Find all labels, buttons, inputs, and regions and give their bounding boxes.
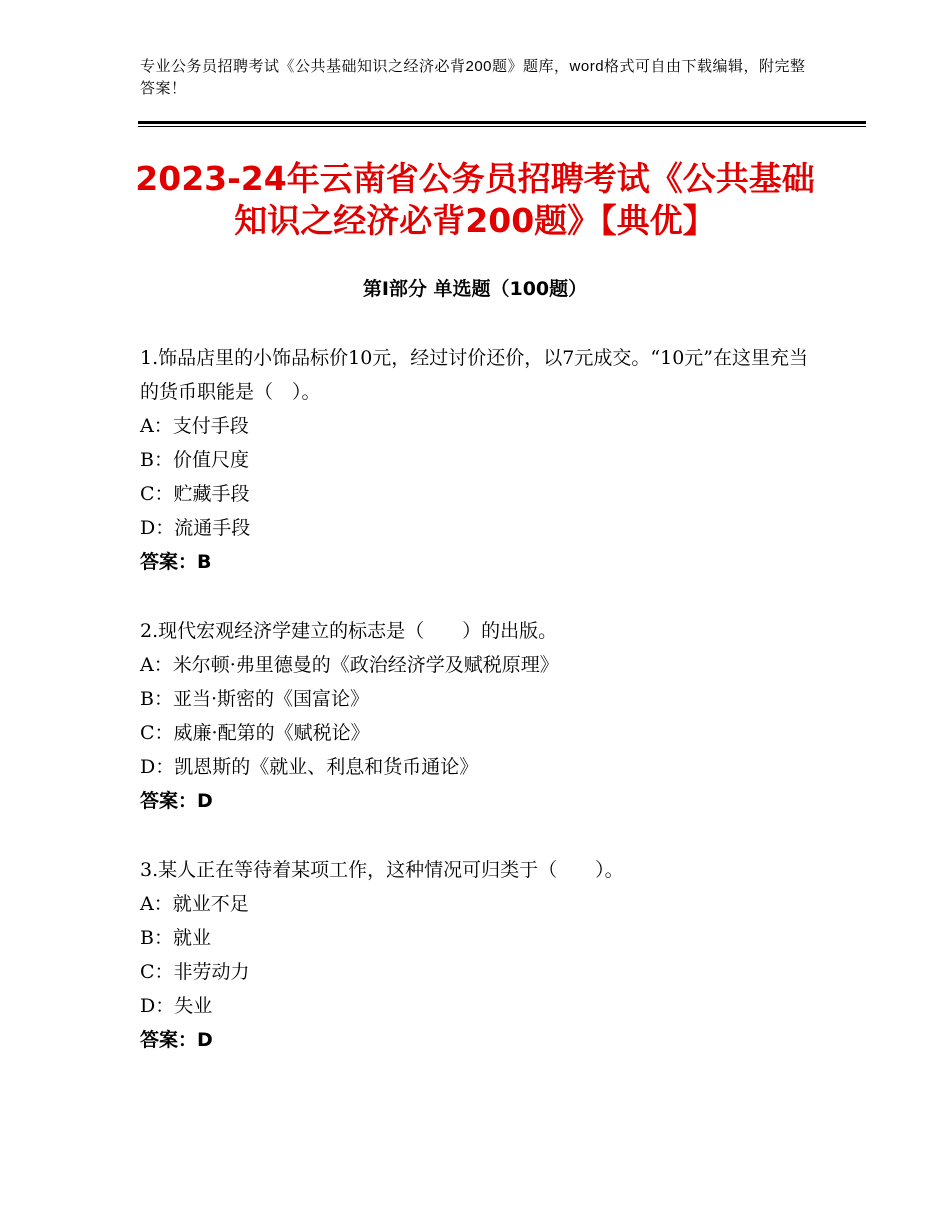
option-b: B：就业	[140, 927, 211, 949]
option-d: D：凯恩斯的《就业、利息和货币通论》	[140, 756, 479, 778]
header-note: 专业公务员招聘考试《公共基础知识之经济必背200题》题库，word格式可自由下载编辑，附完整答案！	[140, 58, 806, 97]
answer: 答案：D	[140, 1029, 213, 1051]
question-2	[140, 614, 820, 818]
question-stem: 3.某人正在等待着某项工作，这种情况可归类于（ ）。	[140, 859, 624, 881]
section-title: 第Ⅰ部分 单选题（100题）	[362, 278, 588, 300]
option-b: B：亚当·斯密的《国富论》	[140, 688, 370, 710]
option-c: C：非劳动力	[140, 961, 250, 983]
question-3	[140, 853, 820, 1057]
question-stem: 2.现代宏观经济学建立的标志是（ ）的出版。	[140, 620, 558, 642]
document-title: 2023-24年云南省公务员招聘考试《公共基础知识之经济必背200题》【典优】	[135, 159, 815, 240]
question-stem: 1.饰品店里的小饰品标价10元，经过讨价还价，以7元成交。“10元”在这里充当的货币职能是（ ）。	[140, 347, 808, 403]
option-d: D：失业	[140, 995, 213, 1017]
option-c: C：贮藏手段	[140, 483, 250, 505]
option-d: D：流通手段	[140, 517, 251, 539]
answer: 答案：D	[140, 790, 213, 812]
header-rule-thin	[138, 126, 866, 127]
question-1	[140, 341, 820, 579]
option-a: A：支付手段	[140, 415, 249, 437]
option-b: B：价值尺度	[140, 449, 249, 471]
header-rule-thick	[138, 121, 866, 124]
answer: 答案：B	[140, 551, 212, 573]
option-a: A：米尔顿·弗里德曼的《政治经济学及赋税原理》	[140, 654, 559, 676]
option-a: A：就业不足	[140, 893, 249, 915]
option-c: C：威廉·配第的《赋税论》	[140, 722, 370, 744]
